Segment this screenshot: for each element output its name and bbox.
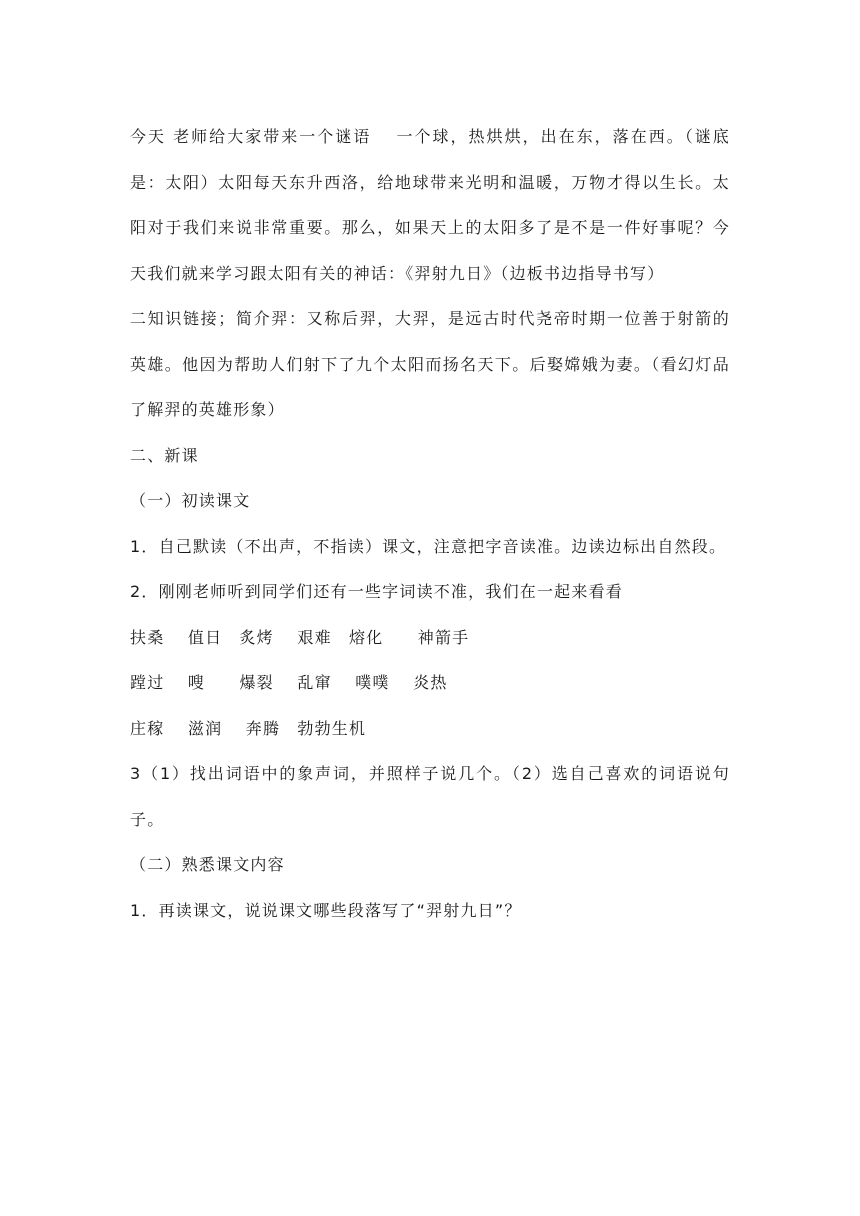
knowledge-link-paragraph: 二知识链接；简介羿：又称后羿，大羿，是远古时代尧帝时期一位善于射箭的英雄。他因为帮助人们射下了九个太阳而扬名天下。后娶嫦娥为妻。（看幻灯品了解羿的英雄形象） — [130, 309, 730, 419]
document-page — [130, 114, 730, 933]
question-paragraph: 1．再读课文，说说课文哪些段落写了“羿射九日”？ — [130, 900, 522, 920]
subsection-heading-first-reading: （一）初读课文 — [130, 491, 251, 510]
subsection-heading-familiarize: （二）熟悉课文内容 — [130, 855, 285, 874]
intro-paragraph: 今天 老师给大家带来一个谜语 一个球，热烘烘，出在东，落在西。（谜底是：太阳）太阳每天东升西洛，给地球带来光明和温暖，万物才得以生长。太阳对于我们来说非常重要。那么，如果天上的太阳多了是不是一件好事呢？今天我们就来学习跟太阳有关的神话：《羿射九日》（边板书边指导书写） — [130, 127, 730, 283]
vocabulary-row-1: 扶桑 值日 炙烤 艰难 熔化 神箭手 — [130, 627, 470, 647]
vocabulary-row-3: 庄稼 滋润 奔腾 勃勃生机 — [130, 718, 367, 738]
step-3-paragraph: 3（1）找出词语中的象声词，并照样子说几个。（2）选自己喜欢的词语说句子。 — [130, 764, 730, 829]
section-heading-new-lesson: 二、新课 — [130, 445, 199, 465]
vocabulary-row-2: 蹚过 嗖 爆裂 乱窜 噗噗 炎热 — [130, 673, 448, 692]
step-1-paragraph: 1．自己默读（不出声，不指读）课文，注意把字音读准。边读边标出自然段。 — [130, 536, 727, 556]
step-2-paragraph: 2．刚刚老师听到同学们还有一些字词读不准，我们在一起来看看 — [130, 582, 623, 601]
